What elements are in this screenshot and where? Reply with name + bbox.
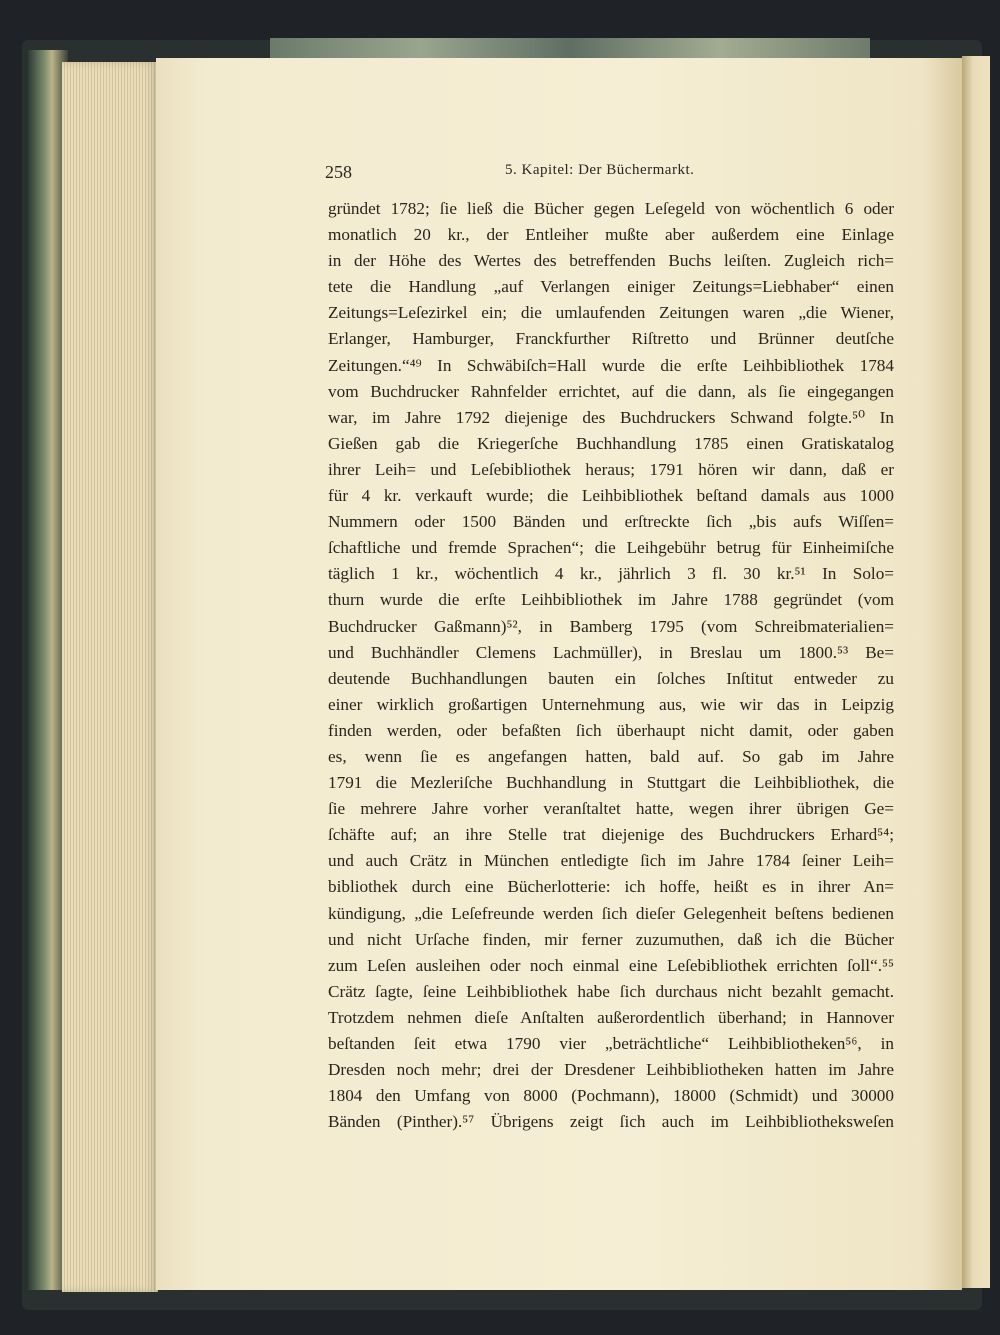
text-line: Bänden (Pinther).⁵⁷ Übrigens zeigt ſich auch im Leihbibliotheksweſen [328,1112,894,1132]
page-edges [62,62,158,1292]
text-line: Zeitungen.“⁴⁹ In Schwäbiſch=Hall wurde die erſte Leihbibliothek 1784 [328,355,894,375]
running-title: 5. Kapitel: Der Büchermarkt. [505,162,695,178]
text-line: ſie mehrere Jahre vorher veranſtaltet hatte, wegen ihrer übrigen Ge= [328,799,894,819]
text-line: Erlanger, Hamburger, Franckfurther Riſtretto und Brünner deutſche [328,329,894,349]
body-text [328,196,894,1135]
text-line: Dresden noch mehr; drei der Dresdener Leihbibliotheken hatten im Jahre [328,1060,894,1080]
text-line: thurn wurde die erſte Leihbibliothek im Jahre 1788 gegründet (vom [328,590,894,610]
text-line: kündigung, „die Leſefreunde werden ſich dieſer Gelegenheit beſtens bedienen [328,903,894,923]
text-line: monatlich 20 kr., der Entleiher mußte aber außerdem eine Einlage [328,225,894,245]
text-line: täglich 1 kr., wöchentlich 4 kr., jährlich 3 fl. 30 kr.⁵¹ In Solo= [328,564,894,584]
facing-page-edge [962,56,990,1288]
text-line: Zeitungs=Leſezirkel ein; die umlaufenden Zeitungen waren „die Wiener, [328,303,894,323]
text-line: ſchäfte auf; an ihre Stelle trat diejenige des Buchdruckers Erhard⁵⁴; [328,825,894,845]
text-line: finden werden, oder befaßten ſich überhaupt nicht damit, oder gaben [328,720,894,740]
text-line: für 4 kr. verkauft wurde; die Leihbibliothek beſtand damals aus 1000 [328,486,894,506]
text-line: Gießen gab die Kriegerſche Buchhandlung 1785 einen Gratiskatalog [328,433,894,453]
text-line: es, wenn ſie es angefangen hatten, bald auf. So gab im Jahre [328,746,894,766]
marbled-cover-edge [270,38,870,60]
text-line: zum Leſen ausleihen oder noch einmal eine Leſebibliothek errichten ſoll“.⁵⁵ [328,955,894,975]
text-line: ſchaftliche und fremde Sprachen“; die Leihgebühr betrug für Einheimiſche [328,538,894,558]
page-number: 258 [325,162,352,182]
text-line: Trotzdem nehmen dieſe Anſtalten außerordentlich überhand; in Hannover [328,1007,894,1027]
text-line: und auch Crätz in München entledigte ſich im Jahre 1784 ſeiner Leih= [328,851,894,871]
text-line: vom Buchdrucker Rahnfelder errichtet, auf die dann, als ſie eingegangen [328,381,894,401]
text-line: deutende Buchhandlungen bauten ein ſolches Inſtitut entweder zu [328,668,894,688]
text-line: ihrer Leih= und Leſebibliothek heraus; 1791 hören wir dann, daß er [328,459,894,479]
text-line: und nicht Urſache finden, mir ferner zuzumuthen, daß ich die Bücher [328,929,894,949]
text-line: einer wirklich großartigen Unternehmung aus, wie wir das in Leipzig [328,694,894,714]
text-line: in der Höhe des Wertes des betreffenden Buchs leiſten. Zugleich rich= [328,251,894,271]
text-line: 1804 den Umfang von 8000 (Pochmann), 18000 (Schmidt) und 30000 [328,1086,894,1106]
text-line: war, im Jahre 1792 diejenige des Buchdruckers Schwand folgte.⁵⁰ In [328,407,894,427]
page-header [325,162,895,190]
text-line: beſtanden ſeit etwa 1790 vier „beträchtliche“ Leihbibliotheken⁵⁶, in [328,1034,894,1053]
text-line: Buchdrucker Gaßmann)⁵², in Bamberg 1795 (vom Schreibmaterialien= [328,616,894,636]
text-line: bibliothek durch eine Bücherlotterie: ich hoffe, heißt es in ihrer An= [328,877,894,897]
text-line: tete die Handlung „auf Verlangen einiger Zeitungs=Liebhaber“ einen [328,277,894,297]
text-line: und Buchhändler Clemens Lachmüller), in Breslau um 1800.⁵³ Be= [328,642,894,662]
text-line: Nummern oder 1500 Bänden und erſtreckte ſich „bis aufs Wiſſen= [328,512,894,532]
text-line: gründet 1782; ſie ließ die Bücher gegen Leſegeld von wöchentlich 6 oder [328,199,894,218]
text-line: Crätz ſagte, ſeine Leihbibliothek habe ſich durchaus nicht bezahlt gemacht. [328,981,894,1001]
text-line: 1791 die Mezleriſche Buchhandlung in Stuttgart die Leihbibliothek, die [328,773,894,793]
